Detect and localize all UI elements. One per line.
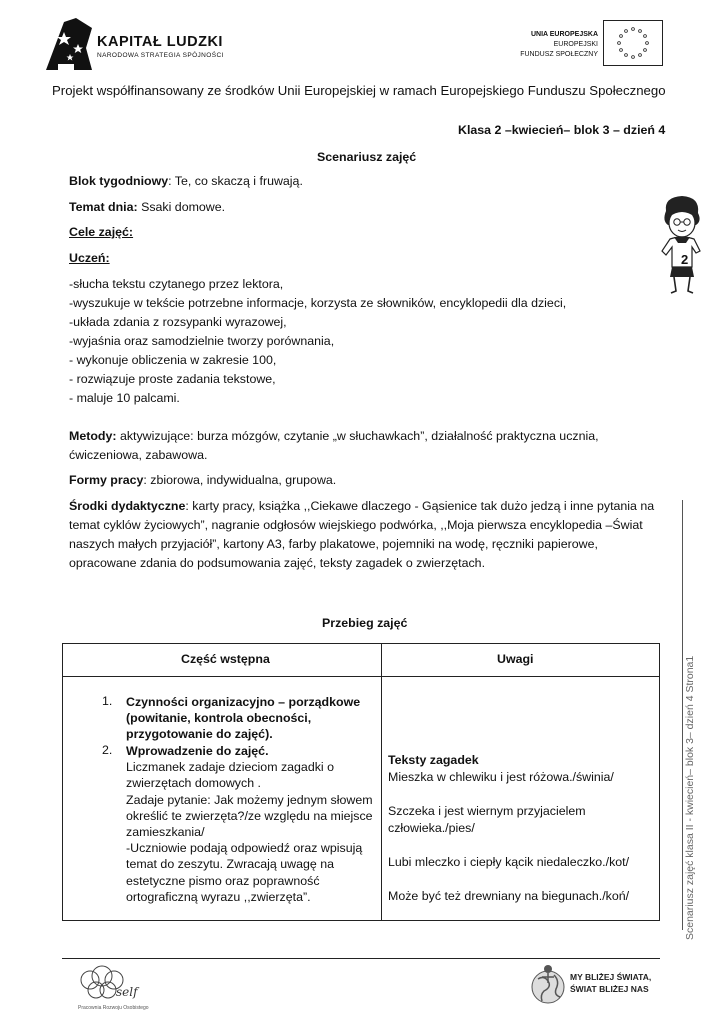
mbs-line-2: ŚWIAT BLIŻEJ NAS — [570, 984, 649, 994]
work-forms-label: Formy pracy — [69, 473, 144, 487]
goal-item: -wyjaśnia oraz samodzielnie tworzy porównania, — [69, 334, 335, 348]
table-header-intro: Część wstępna — [181, 652, 270, 666]
class-line: Klasa 2 –kwiecień– blok 3 – dzień 4 — [458, 123, 666, 137]
materials-label: Środki dydaktyczne — [69, 499, 186, 513]
methods-line-2: ćwiczeniowa, zabawowa. — [69, 448, 208, 462]
methods-value: aktywizujące: burza mózgów, czytanie „w słuchawkach”, działalność praktyczna ucznia, — [116, 429, 599, 443]
item-2-line: ortograficzną wyrazu ,,zwierzęta”. — [126, 889, 311, 904]
item-2-line: Liczmanek zadaje dzieciom zagadki o — [126, 760, 334, 775]
item-1-number: 1. — [102, 694, 113, 708]
goal-item: -słucha tekstu czytanego przez lektora, — [69, 277, 284, 291]
riddle-item: Może być też drewniany na biegunach./koń/ — [388, 889, 630, 903]
materials-value: : karty pracy, książka ,,Ciekawe dlaczego - Gąsienice tak dużo jedzą i inne pytania na — [185, 499, 655, 513]
riddle-item: Szczeka i jest wiernym przyjacielem — [388, 804, 586, 818]
side-rule — [682, 500, 683, 930]
item-2-line: określić te zwierzęta?/ze względu na miejsce — [126, 808, 373, 823]
day-topic-value: Ssaki domowe. — [137, 200, 226, 214]
methods-line-1 — [69, 427, 599, 446]
item-1-text — [126, 694, 360, 743]
student-heading: Uczeń: — [69, 251, 110, 265]
goal-item: - rozwiązuje proste zadania tekstowe, — [69, 372, 276, 386]
item-2-number: 2. — [102, 743, 113, 757]
item-2-line: zwierzętach domowych . — [126, 776, 261, 791]
item-2-line: zamieszkania/ — [126, 825, 205, 840]
item-1-line: Czynności organizacyjno – porządkowe — [126, 695, 361, 709]
weekly-block-label: Blok tygodniowy — [69, 174, 169, 188]
scenario-title: Scenariusz zajęć — [317, 150, 417, 164]
mascot-number: 2 — [681, 252, 689, 267]
globe-logo-icon — [528, 963, 568, 1009]
goal-item: -wyszukuje w tekście potrzebne informacje, korzysta ze słowników, encyklopedii dla dzieci, — [69, 296, 567, 310]
logo-title: KAPITAŁ LUDZKI — [97, 34, 223, 50]
day-topic-label: Temat dnia: — [69, 200, 138, 214]
goals-heading: Cele zajęć: — [69, 225, 134, 239]
materials-line-3: naszych małych przyjaciół”, kartony A3, farby plakatowe, pojemniki na wodę, ręczniki papierowe, — [69, 537, 598, 551]
eu-line-1: UNIA EUROPEJSKA — [530, 31, 598, 38]
mbs-slogan — [570, 971, 651, 995]
self-logo-text: self — [116, 985, 138, 999]
goal-item: - wykonuje obliczenia w zakresie 100, — [69, 353, 277, 367]
item-1-line: (powitanie, kontrola obecności, — [126, 711, 312, 726]
eu-label — [470, 30, 598, 60]
course-title: Przebieg zajęć — [322, 616, 408, 630]
side-footer-text: Scenariusz zajęć klasa II - kwiecień– blok 3– dzień 4 Strona1 — [684, 655, 696, 940]
item-2-title: Wprowadzenie do zajęć. — [126, 744, 269, 758]
table-header-rule — [63, 676, 659, 677]
item-2-line: -Uczniowie podają odpowiedź oraz wpisują — [126, 841, 363, 856]
lesson-table — [62, 643, 660, 921]
table-divider — [381, 644, 382, 920]
materials-line-2: temat cyklów życiowych”, nagranie odgłosów wiejskiego podwórka, ,,Moja pierwsza encyklopedia –Świat — [69, 518, 643, 532]
riddle-spacer — [388, 837, 629, 854]
table-header-notes: Uwagi — [497, 652, 534, 666]
mbs-line-1: MY BLIŻEJ ŚWIATA, — [570, 972, 652, 982]
riddle-item: Mieszka w chlewiku i jest różowa./świnia/ — [388, 770, 614, 784]
work-forms — [69, 471, 336, 490]
day-topic — [69, 198, 225, 217]
goal-item: -układa zdania z rozsypanki wyrazowej, — [69, 315, 287, 329]
item-1-line: przygotowanie do zajęć). — [126, 727, 273, 742]
footer-rule — [62, 958, 660, 959]
materials-line-4: opracowane zdania do podsumowania zajęć, teksty zagadek o zwierzętach. — [69, 556, 486, 570]
weekly-block-value: : Te, co skaczą i fruwają. — [168, 174, 303, 188]
riddle-spacer — [388, 786, 629, 803]
materials-line-1 — [69, 497, 654, 516]
project-line: Projekt współfinansowany ze środków Unii Europejskiej w ramach Europejskiego Funduszu Społecznego — [52, 83, 666, 98]
riddle-spacer — [388, 871, 629, 888]
item-2-line: temat do zeszytu. Zwracają uwagę na — [126, 857, 334, 872]
riddles-block — [388, 752, 629, 905]
riddle-item: człowieka./pies/ — [388, 821, 475, 835]
eu-flag-icon — [603, 20, 663, 66]
weekly-block — [69, 172, 303, 191]
item-2-line: estetyczne pismo oraz poprawność — [126, 873, 320, 888]
methods-label: Metody: — [69, 429, 117, 443]
eu-line-3: FUNDUSZ SPOŁECZNY — [520, 51, 598, 58]
item-2-line: Zadaje pytanie: Jak możemy jednym słowem — [126, 792, 373, 807]
mascot-icon — [656, 193, 708, 297]
goal-item: - maluje 10 palcami. — [69, 391, 180, 405]
logo-subtitle: NARODOWA STRATEGIA SPÓJNOŚCI — [97, 52, 224, 59]
item-2-text — [126, 743, 373, 905]
work-forms-value: : zbiorowa, indywidualna, grupowa. — [143, 473, 337, 487]
self-caption: Pracownia Rozwoju Osobistego — [78, 1005, 149, 1011]
riddle-item: Lubi mleczko i ciepły kącik niedaleczko./kot/ — [388, 855, 630, 869]
eu-line-2: EUROPEJSKI — [553, 41, 598, 48]
riddles-title: Teksty zagadek — [388, 753, 479, 767]
